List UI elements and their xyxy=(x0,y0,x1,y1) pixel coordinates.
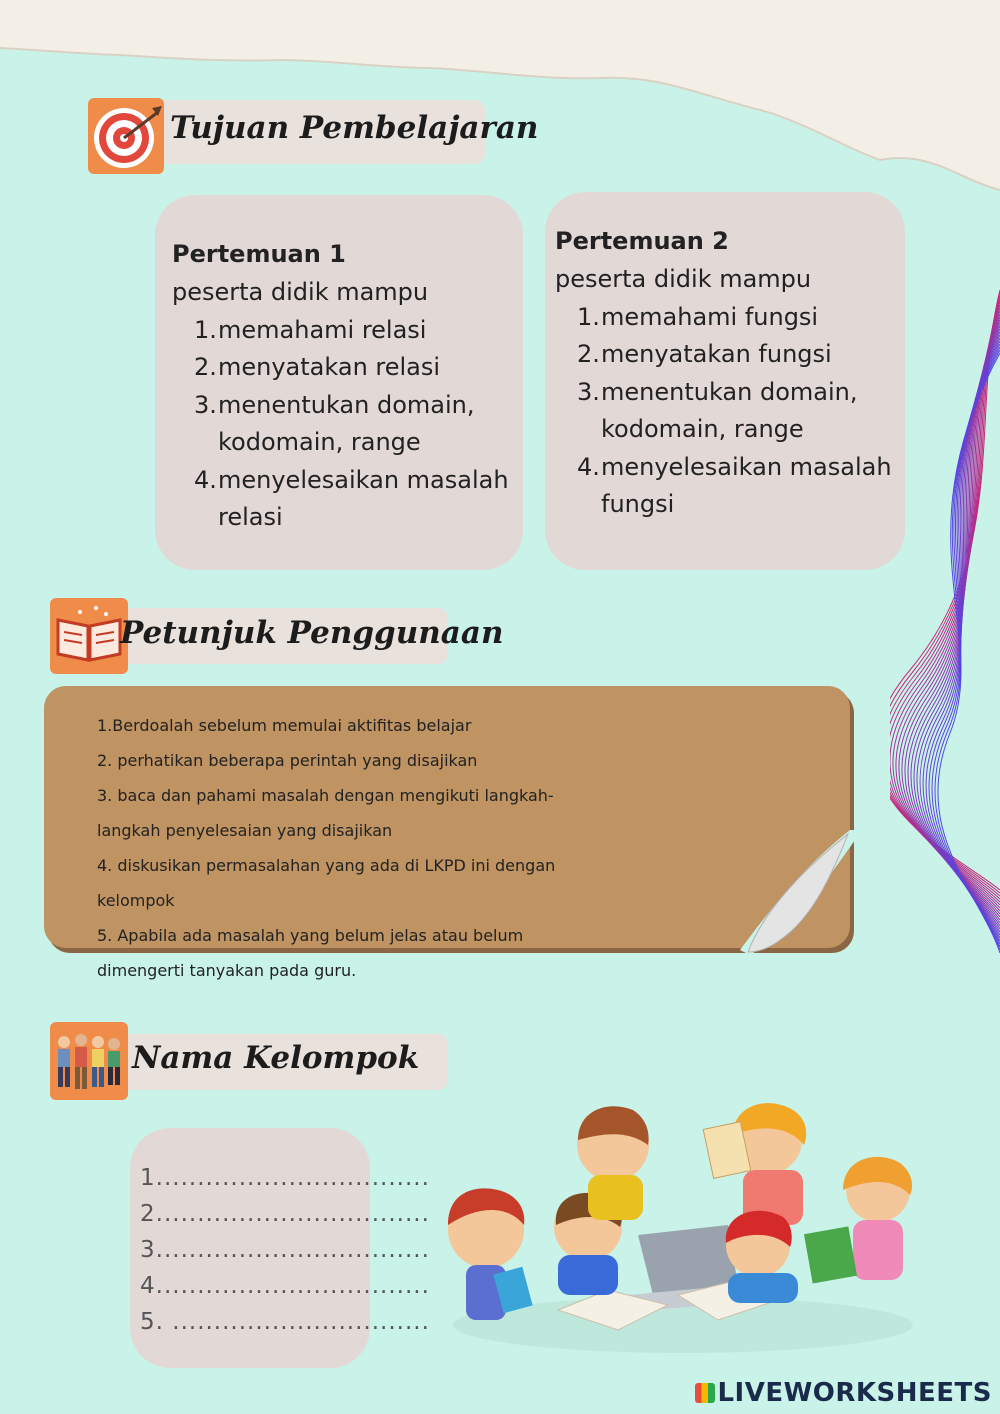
instruction-line: 2. perhatikan beberapa perintah yang disajikan xyxy=(97,751,478,770)
instruction-text xyxy=(97,700,817,996)
list-item xyxy=(194,462,522,537)
list-item-text: memahami fungsi xyxy=(601,302,819,331)
group-people-icon xyxy=(50,1022,128,1100)
children-reading-illustration xyxy=(438,1095,928,1360)
open-book-icon xyxy=(50,598,128,674)
list-item-text: menentukan domain, xyxy=(601,377,858,406)
list-item-text: menyelesaikan masalah xyxy=(601,452,892,481)
section-title-kelompok: Nama Kelompok xyxy=(132,1040,420,1076)
list-item-text: menyatakan relasi xyxy=(218,353,441,381)
pertemuan-1-list xyxy=(172,312,522,537)
list-item-number: 1. xyxy=(194,315,217,344)
footer-brand-text: LIVEWORKSHEETS xyxy=(717,1378,992,1408)
list-item xyxy=(194,387,522,462)
group-member-line: 4................................. xyxy=(140,1273,430,1299)
list-item-number: 3. xyxy=(194,390,217,419)
group-member-line: 1................................. xyxy=(140,1165,430,1191)
list-item xyxy=(194,312,522,350)
list-item-number: 4. xyxy=(194,465,217,494)
list-item-text: fungsi xyxy=(601,490,675,518)
group-member-line: 2................................. xyxy=(140,1201,430,1227)
list-item-text: menyatakan fungsi xyxy=(601,340,832,368)
list-item xyxy=(577,449,905,524)
list-item-text: kodomain, range xyxy=(218,428,421,456)
list-item-text: memahami relasi xyxy=(218,315,427,344)
list-item-number: 2. xyxy=(194,353,217,381)
list-item-text: relasi xyxy=(218,503,283,531)
list-item-number: 2. xyxy=(577,340,600,368)
list-item-number: 4. xyxy=(577,452,600,481)
pertemuan-2-title: Pertemuan 2 xyxy=(555,227,729,255)
instruction-line: 5. Apabila ada masalah yang belum jelas atau belum xyxy=(97,926,524,945)
pertemuan-2-list xyxy=(555,299,905,524)
instruction-line: dimengerti tanyakan pada guru. xyxy=(97,961,357,980)
list-item xyxy=(577,374,905,449)
list-item xyxy=(577,336,905,374)
section-title-tujuan: Tujuan Pembelajaran xyxy=(170,110,539,146)
group-member-line: 5. ............................... xyxy=(140,1309,430,1335)
wave-lines-decoration xyxy=(890,290,1000,960)
instruction-line: 3. baca dan pahami masalah dengan mengikuti langkah- xyxy=(97,786,554,805)
instruction-line: 1.Berdoalah sebelum memulai aktifitas belajar xyxy=(97,716,472,735)
pertemuan-1-intro: peserta didik mampu xyxy=(172,278,429,306)
pertemuan-2-card xyxy=(555,227,905,524)
group-member-line: 3................................. xyxy=(140,1237,430,1263)
instruction-line: kelompok xyxy=(97,891,175,910)
target-icon xyxy=(88,98,164,174)
pertemuan-1-title: Pertemuan 1 xyxy=(172,240,346,268)
pertemuan-1-card xyxy=(172,240,522,537)
list-item-text: menyelesaikan masalah xyxy=(218,465,509,494)
kelompok-list xyxy=(140,1160,430,1340)
list-item-number: 3. xyxy=(577,377,600,406)
list-item-text: menentukan domain, xyxy=(218,390,475,419)
list-item xyxy=(194,349,522,387)
section-title-petunjuk: Petunjuk Penggunaan xyxy=(120,615,504,651)
instruction-line: 4. diskusikan permasalahan yang ada di LKPD ini dengan xyxy=(97,856,556,875)
footer-brand xyxy=(695,1378,992,1408)
liveworksheets-logo-icon xyxy=(695,1383,715,1403)
list-item-number: 1. xyxy=(577,302,600,331)
list-item-text: kodomain, range xyxy=(601,415,804,443)
pertemuan-2-intro: peserta didik mampu xyxy=(555,265,812,293)
list-item xyxy=(577,299,905,337)
instruction-line: langkah penyelesaian yang disajikan xyxy=(97,821,393,840)
